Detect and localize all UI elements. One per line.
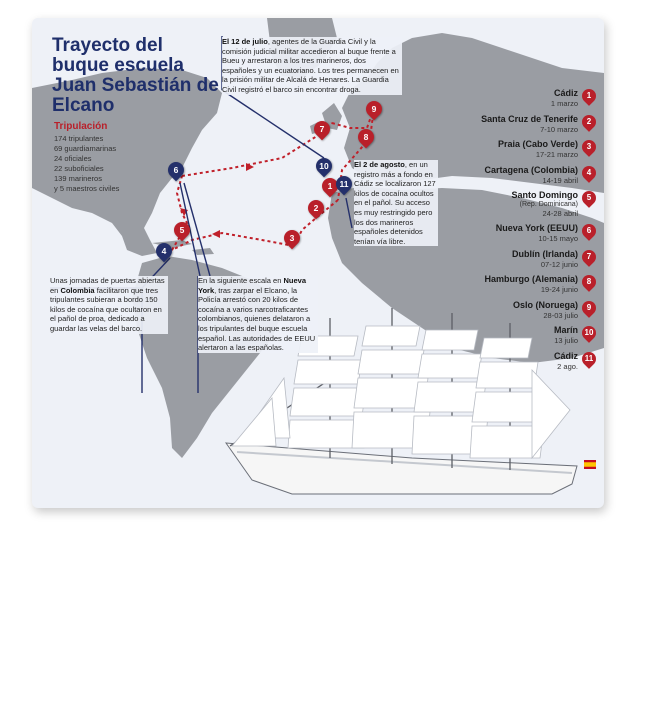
map-pin-8: 8 (355, 126, 378, 149)
stop-number-badge: 5 (579, 188, 599, 208)
stop-place: Santo Domingo (511, 190, 578, 200)
stop-date: 28-03 julio (543, 310, 578, 320)
stop-number-badge: 11 (579, 349, 599, 369)
stop-place: Nueva York (EEUU) (495, 223, 578, 233)
stop-date: 19-24 junio (540, 285, 578, 294)
stop-date: 13 julio (554, 336, 578, 345)
stop-number-badge: 8 (579, 272, 599, 292)
spanish-flag-icon (584, 460, 596, 469)
itinerary-stop (430, 274, 600, 300)
stop-place: Marín (553, 325, 578, 335)
stop-number-badge: 2 (579, 112, 599, 132)
page-title: Trayecto del buque escuela Juan Sebastián de Elcano (52, 35, 219, 116)
stop-subtitle: (Rep. Dominicana) (519, 201, 578, 208)
stop-date: 7-10 marzo (540, 124, 578, 134)
map-pin-2: 2 (305, 197, 328, 220)
stop-number-badge: 1 (579, 86, 599, 106)
stop-number-badge: 4 (579, 163, 599, 183)
stop-date: 07-12 junio (540, 259, 578, 269)
stop-date: 17-21 marzo (535, 150, 578, 159)
crew-item: 139 marineros (54, 174, 102, 183)
map-pin-1: 1 (319, 175, 342, 198)
stop-place: Dublín (Irlanda) (512, 248, 578, 259)
itinerary-stop (430, 325, 600, 351)
map-pin-4: 4 (153, 240, 176, 263)
itinerary-stop (430, 114, 600, 140)
note-august-search: El 2 de agosto, en un registro más a fondo en Cádiz se localizaron 127 kilos de cocaína ocultos en el pañol. Su acceso es muy restringido pero los dos marineros españoles detenidos tenían vía libre. (354, 160, 438, 246)
itinerary-stop (430, 249, 600, 275)
route-arrows (180, 163, 254, 238)
stop-date: 14-19 abril (542, 175, 578, 185)
stop-place: Praia (Cabo Verde) (497, 139, 578, 149)
map-pin-9: 9 (363, 98, 386, 121)
stop-number-badge: 10 (579, 323, 599, 343)
itinerary-list (430, 88, 600, 376)
stop-place: Oslo (Noruega) (512, 299, 578, 310)
crew-item: 24 oficiales (54, 154, 92, 163)
itinerary-stop (430, 88, 600, 114)
map-pin-3: 3 (281, 227, 304, 250)
stop-number-badge: 7 (579, 247, 599, 267)
stop-place: Cartagena (Colombia) (484, 164, 578, 175)
note-colombia: Unas jornadas de puertas abiertas en Colombia facilitaron que tres tripulantes subieran a bordo 150 kilos de cocaína que ocultaron en el pañol de proa, dedicado a guardar las velas del barco. (50, 276, 168, 334)
infographic-sheet (32, 18, 604, 508)
crew-list (54, 134, 119, 194)
itinerary-stop (430, 190, 600, 223)
stop-place: Hamburgo (Alemania) (484, 274, 578, 284)
map-pin-5: 5 (171, 219, 194, 242)
crew-heading: Tripulación (54, 121, 108, 132)
crew-item: 174 tripulantes (54, 134, 104, 143)
itinerary-stop (430, 351, 600, 377)
stop-date: 2 ago. (557, 361, 578, 371)
itinerary-stop (430, 223, 600, 249)
stop-place: Cádiz (553, 88, 578, 98)
stop-date: 1 marzo (550, 99, 578, 108)
stop-date: 24-28 abril (542, 209, 578, 218)
stop-place: Santa Cruz de Tenerife (481, 113, 578, 124)
itinerary-stop (430, 139, 600, 165)
stop-number-badge: 3 (579, 137, 599, 157)
map-pin-6: 6 (165, 159, 188, 182)
map-pin-11: 11 (333, 173, 356, 196)
itinerary-stop (430, 300, 600, 326)
stop-number-badge: 9 (579, 298, 599, 318)
itinerary-stop (430, 165, 600, 191)
stop-date: 10-15 mayo (538, 234, 578, 243)
map-pin-7: 7 (311, 118, 334, 141)
note-new-york: En la siguiente escala en Nueva York, tras zarpar el Elcano, la Policía arrestó con 20 kilos de cocaína a varios narcotraficantes colombianos, quienes delataron a los tripulantes del buque escuela español. Las autoridades de EEUU alertaron a las españolas. (198, 276, 318, 353)
stop-number-badge: 6 (579, 221, 599, 241)
crew-item: 22 suboficiales (54, 164, 104, 173)
note-july-arrest: El 12 de julio, agentes de la Guardia Civil y la comisión judicial militar accedieron al buque frente a Bueu y arrestaron a los tres marineros, dos españoles y un ecuatoriano. Los tres permanecen en la prisión militar de Alcalá de Henares. La Guardia Civil registró el barco sin encontrar droga. (222, 37, 402, 95)
map-pin-10: 10 (313, 155, 336, 178)
crew-item: y 5 maestros civiles (54, 184, 120, 193)
stop-place: Cádiz (553, 350, 578, 361)
crew-item: 69 guardiamarinas (54, 144, 117, 153)
